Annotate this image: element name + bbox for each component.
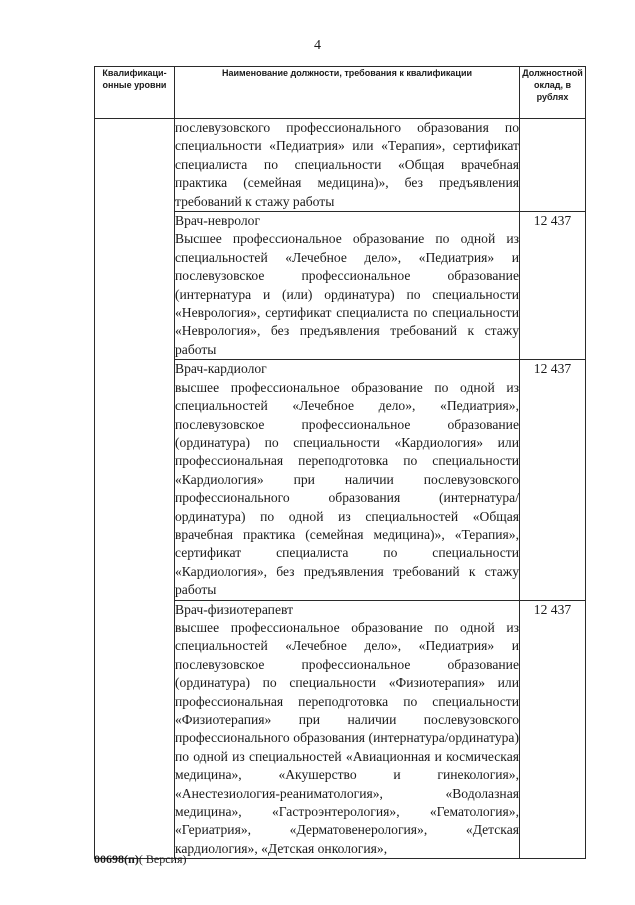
salary-cell [520,119,586,212]
position-requirements-cell [175,360,520,600]
position-requirements-text: высшее профессиональное образование по одной из специальностей «Лечебное дело», «Педиатрия», послевузовское профессиональное образование (ординатура) по специальности «Кардиология» или профессиональная переподготовка по специальности «Кардиология» при наличии послевузовского профессионального образования (интернатура/ ординатура) по одной из специальностей «Общая врачебная практика (семейная медицина)», «Терапия», сертификат специалиста по специальности «Кардиология», без предъявления требований к стажу работы [175,379,519,598]
position-title: Врач-физиотерапевт [175,601,294,617]
table-row [95,119,586,212]
salary-cell: 12 437 [520,212,586,360]
header-qualification-levels: Квалификаци-онные уровни [95,67,175,119]
position-requirements-text: высшее профессиональное образование по одной из специальностей «Лечебное дело», «Педиатрия» и послевузовское профессиональное образование (ординатура) по специальности «Физиотерапия» или профессиональная переподготовка по специальности «Физиотерапия» при наличии послевузовского профессионального образования (интернатура/ординатура) по одной из специальностей «Авиационная и космическая медицина», «Акушерство и гинекология», «Анестезиология-реаниматология», «Водолазная медицина», «Гастроэнтерология», «Гематология», «Гериатрия», «Дерматовенерология», «Детская кардиология», «Детская онкология», [175,619,519,856]
position-title: Врач-кардиолог [175,361,267,377]
header-position-requirements: Наименование должности, требования к квалификации [175,67,520,119]
position-requirements-cell [175,119,520,212]
document-code: 00698(п) [94,852,139,866]
table-header-row [95,67,586,119]
position-requirements-cell [175,212,520,360]
position-requirements-text: послевузовского профессионального образования по специальности «Педиатрия» или «Терапия», сертификат специалиста по специальности «Общая врачебная практика (семейная медицина)», без предъявления требований к стажу работы [175,120,519,209]
position-requirements-text: Высшее профессиональное образование по одной из специальностей «Лечебное дело», «Педиатрия» и послевузовское профессиональное образование (интернатура и (или) ординатура) по специальности «Неврология», сертификат специалиста по специальности «Неврология», без предъявления требований к стажу работы [175,231,519,357]
qualification-table [94,66,586,859]
position-title: Врач-невролог [175,213,261,229]
salary-cell: 12 437 [520,600,586,859]
qualification-level-cell [95,119,175,859]
page-number: 4 [314,38,321,53]
document-footer [94,852,187,867]
header-salary: Должностной оклад, в рублях [520,67,586,119]
document-version: ( Версия) [138,852,187,866]
position-requirements-cell [175,600,520,859]
salary-cell: 12 437 [520,360,586,600]
